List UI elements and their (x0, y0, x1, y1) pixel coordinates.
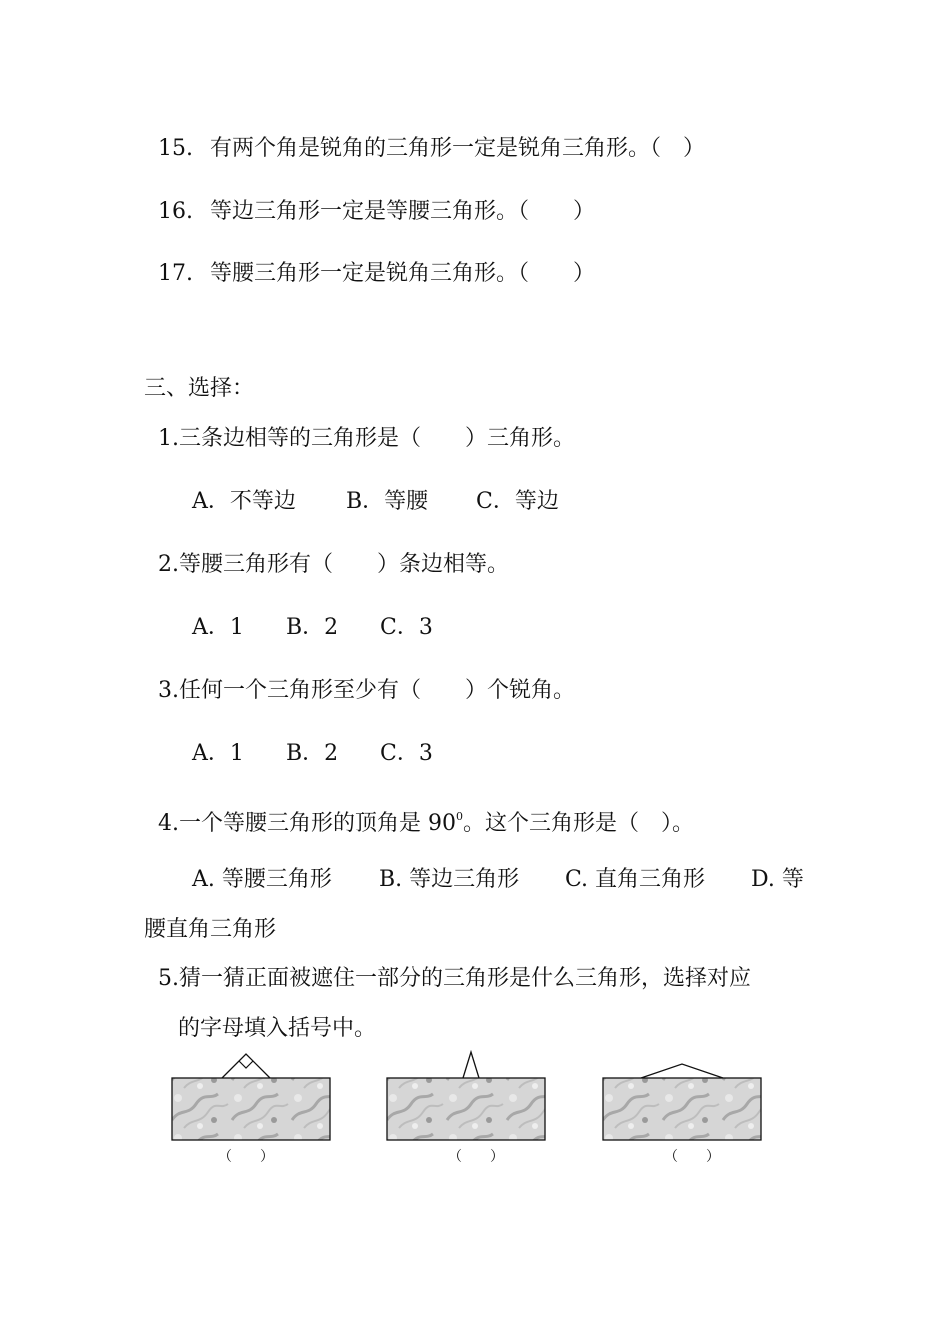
judgment-item-15 (158, 135, 705, 163)
option-a: A．1 (192, 615, 244, 640)
option-a: A．不等边 (192, 489, 296, 514)
obtuse-apex (641, 1064, 723, 1078)
option-c: C．等边 (476, 489, 559, 514)
answer-blank-3[interactable]: （ ） (664, 1149, 720, 1165)
question-4-options-wrap: 腰直角三角形 (144, 917, 277, 942)
option-b: B．2 (286, 741, 339, 766)
question-1-stem: 1.三条边相等的三角形是（ ）三角形。 (158, 426, 575, 451)
covered-triangle-figure-2 (385, 1050, 547, 1142)
stem-end: 。这个三角形是（ ）。 (462, 811, 694, 836)
covered-triangle-figure-3 (601, 1050, 763, 1142)
judgment-item-16 (158, 198, 595, 226)
question-1-options (192, 488, 559, 516)
option-d: D. 等 (751, 867, 804, 892)
option-b: B．等腰 (346, 489, 429, 514)
item-number: 17. (158, 261, 193, 286)
stem-start: 4.一个等腰三角形的顶角是 90 (158, 811, 456, 836)
judgment-item-17 (158, 260, 595, 288)
option-c: C. 直角三角形 (565, 867, 706, 892)
covered-triangle-figure-1 (170, 1050, 332, 1142)
answer-blank-1[interactable]: （ ） (218, 1149, 274, 1165)
cover-card (387, 1078, 545, 1140)
question-2-options (192, 614, 433, 642)
item-text: 等腰三角形一定是锐角三角形。（ ） (210, 261, 596, 286)
degree-superscript: 0 (455, 810, 463, 823)
item-text: 有两个角是锐角的三角形一定是锐角三角形。（ ） (210, 136, 706, 161)
question-3-options (192, 740, 433, 768)
question-5-stem-line2: 的字母填入括号中。 (178, 1016, 377, 1041)
section-title: 三、选择： (144, 376, 255, 401)
cover-card (603, 1078, 761, 1140)
acute-apex (463, 1052, 479, 1078)
option-c: C．3 (380, 615, 433, 640)
question-4-options (192, 866, 804, 894)
option-b: B．2 (286, 615, 339, 640)
question-2-stem: 2.等腰三角形有（ ）条边相等。 (158, 552, 509, 577)
cover-card (172, 1078, 330, 1140)
right-angle-apex (222, 1054, 270, 1078)
option-b: B. 等边三角形 (379, 867, 520, 892)
item-number: 15. (158, 136, 193, 161)
item-text: 等边三角形一定是等腰三角形。（ ） (210, 199, 596, 224)
question-3-stem: 3.任何一个三角形至少有（ ）个锐角。 (158, 678, 575, 703)
option-c: C．3 (380, 741, 433, 766)
option-a: A．1 (192, 741, 244, 766)
question-4-stem (158, 803, 694, 838)
answer-blank-2[interactable]: （ ） (448, 1149, 504, 1165)
item-number: 16. (158, 199, 193, 224)
option-a: A. 等腰三角形 (192, 867, 332, 892)
right-angle-mark (239, 1061, 253, 1068)
question-5-stem-line1: 5.猜一猜正面被遮住一部分的三角形是什么三角形，选择对应 (158, 966, 751, 991)
